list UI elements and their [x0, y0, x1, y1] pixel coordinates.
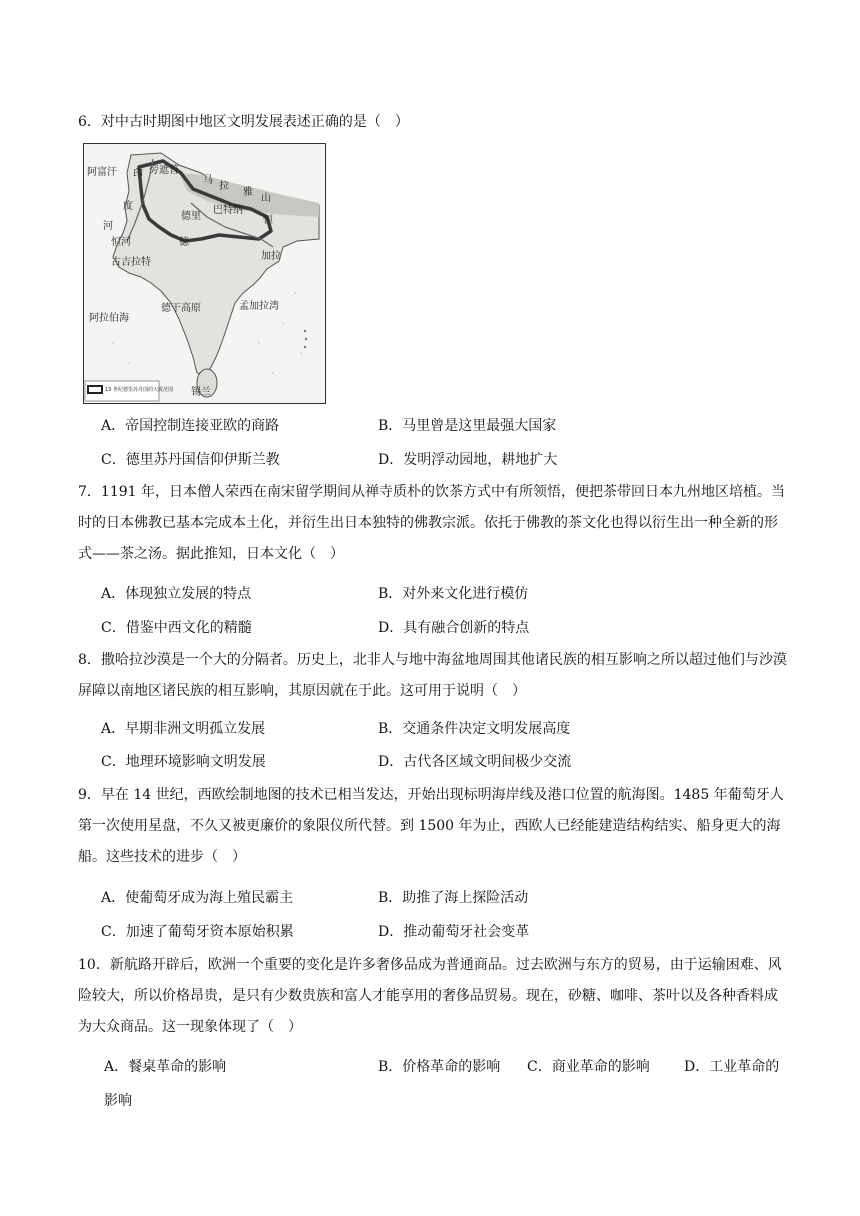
- map-label-yin: 印: [133, 169, 143, 180]
- q6-option-a[interactable]: A．帝国控制连接亚欧的商路: [101, 418, 280, 434]
- map-legend-text: 13 世纪德里苏丹国的大致范围: [105, 387, 173, 393]
- q9-option-b[interactable]: B．助推了海上探险活动: [378, 890, 529, 906]
- q6-option-c[interactable]: C．德里苏丹国信仰伊斯兰教: [101, 452, 280, 468]
- q7-option-d[interactable]: D．具有融合创新的特点: [378, 620, 530, 636]
- map-label-delhi: 德里: [181, 211, 201, 222]
- map-label-jiala: 加拉: [261, 251, 281, 262]
- map-label-punjab: 旁遮普: [149, 165, 179, 176]
- map-label-river: 恒河: [111, 237, 131, 248]
- map-label-afghanistan: 阿富汗: [87, 167, 117, 178]
- india-map-figure: [83, 143, 326, 404]
- map-label-du: 度: [123, 201, 133, 212]
- q10-option-b[interactable]: B．价格革命的影响: [378, 1059, 501, 1075]
- map-label-ceylon: 锡兰: [191, 387, 211, 398]
- q10-option-d[interactable]: D．工业革命的: [684, 1059, 780, 1075]
- q9-option-c[interactable]: C．加速了葡萄牙资本原始积累: [101, 924, 294, 940]
- q7-option-c[interactable]: C．借鉴中西文化的精髓: [101, 620, 252, 636]
- map-label-ma: 马: [203, 175, 213, 186]
- question-7-stem: 7．1191 年，日本僧人荣西在南宋留学期间从禅寺质朴的饮茶方式中有所领悟，便把茶带回日本九州地区培植。当时的日本佛教已基本完成本土化，并衍生出日本独特的佛教宗派。依托于佛教的茶文化也得以衍生出一种全新的形式——茶之汤。据此推知，日本文化（ ）: [78, 484, 785, 562]
- map-label-gujarat: 古吉拉特: [111, 257, 151, 268]
- map-label-deccan: 德干高原: [161, 303, 201, 314]
- q8-option-c[interactable]: C．地理环境影响文明发展: [101, 754, 266, 770]
- q7-option-b[interactable]: B．对外来文化进行模仿: [378, 586, 529, 602]
- map-label-la: 拉: [219, 181, 229, 192]
- map-label-patna: 巴特纳: [213, 205, 243, 216]
- question-9-stem: 9．早在 14 世纪，西欧绘制地图的技术已相当发达，开始出现标明海岸线及港口位置的航海图。1485 年葡萄牙人第一次使用星盘，不久又被更廉价的象限仪所代替。到 1500 年为止，西欧人已经能建造结构结实、船身更大的海船。这些技术的进步（ ）: [78, 787, 784, 865]
- q6-option-b[interactable]: B．马里曾是这里最强大国家: [378, 418, 557, 434]
- q10-option-c[interactable]: C．商业革命的影响: [527, 1059, 650, 1075]
- q9-option-d[interactable]: D．推动葡萄牙社会变革: [378, 924, 530, 940]
- map-label-arabian-sea: 阿拉伯海: [89, 313, 129, 324]
- question-6-stem: 6．对中古时期图中地区文明发展表述正确的是（ ）: [78, 114, 409, 130]
- map-label-heng: 恒: [263, 215, 273, 226]
- question-8-stem: 8．撒哈拉沙漠是一个大的分隔者。历史上，北非人与地中海盆地周围其他诸民族的相互影响之所以超过他们与沙漠屏障以南地区诸民族的相互影响，其原因就在于此。这可用于说明（ ）: [78, 652, 787, 699]
- q8-option-d[interactable]: D．古代各区域文明间极少交流: [378, 754, 572, 770]
- map-label-de: 德: [179, 237, 189, 248]
- q9-option-a[interactable]: A．使葡萄牙成为海上殖民霸主: [101, 890, 294, 906]
- q8-option-b[interactable]: B．交通条件决定文明发展高度: [378, 721, 571, 737]
- q8-option-a[interactable]: A．早期非洲文明孤立发展: [101, 721, 266, 737]
- map-label-he: 河: [103, 221, 113, 232]
- map-label-bengal-bay: 孟加拉湾: [239, 301, 279, 312]
- map-label-ya: 雅: [243, 187, 253, 198]
- q10-option-d-continuation: 影响: [104, 1093, 132, 1109]
- question-10-stem: 10．新航路开辟后，欧洲一个重要的变化是许多奢侈品成为普通商品。过去欧洲与东方的贸易，由于运输困难、风险较大，所以价格昂贵，是只有少数贵族和富人才能享用的奢侈品贸易。现在，砂糖、咖啡、茶叶以及各种香料成为大众商品。这一现象体现了（ ）: [78, 957, 782, 1035]
- q6-option-d[interactable]: D．发明浮动园地，耕地扩大: [378, 452, 558, 468]
- q10-option-a[interactable]: A．餐桌革命的影响: [104, 1059, 227, 1075]
- q7-option-a[interactable]: A．体现独立发展的特点: [101, 586, 252, 602]
- map-label-shan: 山: [261, 193, 271, 204]
